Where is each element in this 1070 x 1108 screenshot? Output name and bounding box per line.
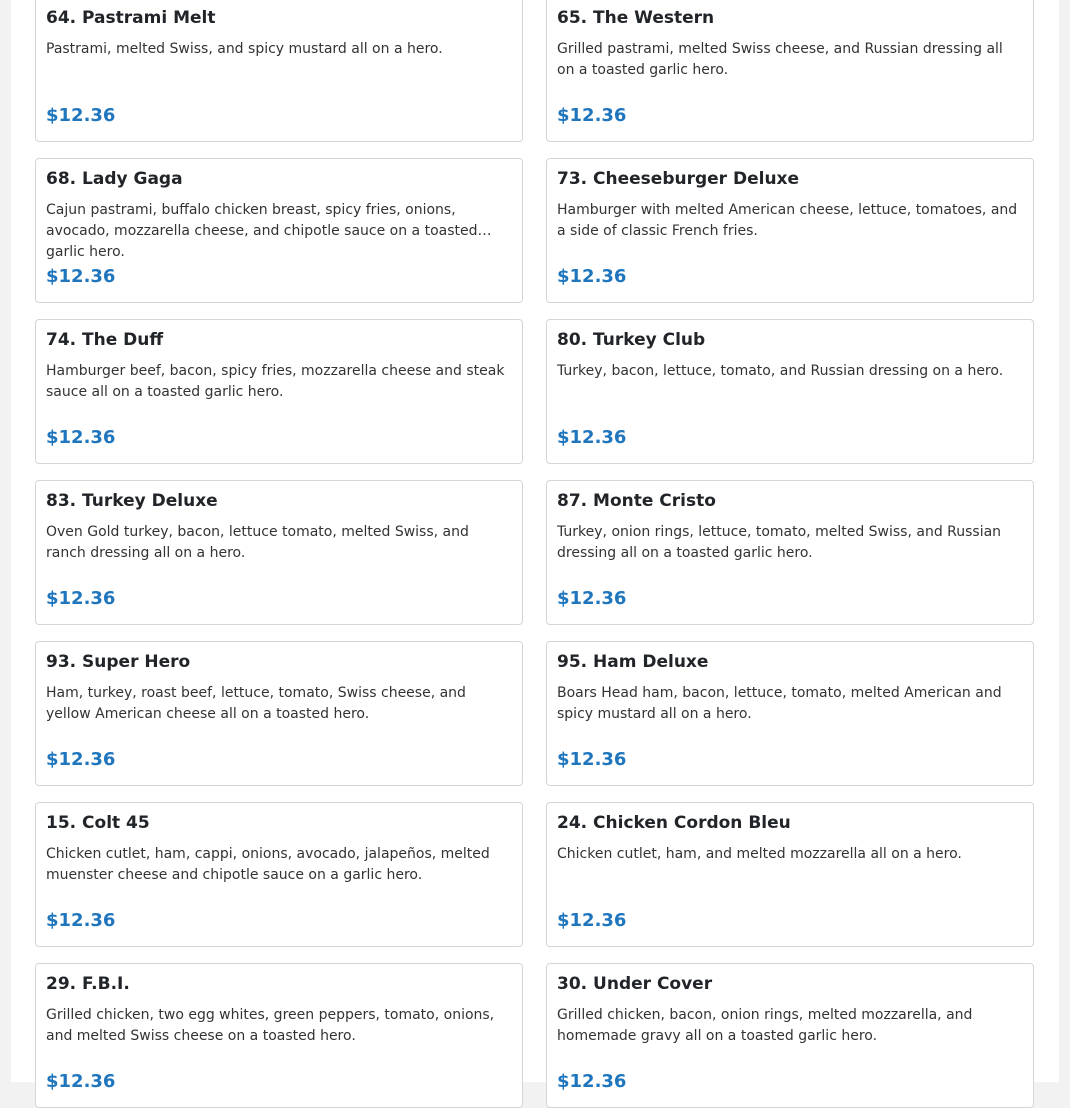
menu-item-card[interactable] xyxy=(35,963,523,1108)
menu-item-price: $12.36 xyxy=(46,105,116,126)
menu-item-card[interactable] xyxy=(35,480,523,625)
menu-item-title: 73. Cheeseburger Deluxe xyxy=(557,169,800,189)
menu-item-price: $12.36 xyxy=(557,1071,627,1092)
menu-item-card[interactable] xyxy=(546,0,1034,142)
menu-item-card[interactable] xyxy=(546,641,1034,786)
menu-item-card[interactable] xyxy=(546,158,1034,303)
menu-item-description: Hamburger beef, bacon, spicy fries, mozzarella cheese and steak sauce all on a toasted garlic hero. xyxy=(46,363,505,400)
menu-item-price: $12.36 xyxy=(557,910,627,931)
menu-item-title: 29. F.B.I. xyxy=(46,974,130,994)
menu-item-title: 74. The Duff xyxy=(46,330,164,350)
menu-item-description: Chicken cutlet, ham, and melted mozzarella all on a hero. xyxy=(557,846,962,862)
menu-item-card[interactable] xyxy=(546,319,1034,464)
menu-item-description: Turkey, onion rings, lettuce, tomato, melted Swiss, and Russian dressing all on a toasted garlic hero. xyxy=(557,524,1002,561)
menu-item-title: 30. Under Cover xyxy=(557,974,713,994)
menu-item-price: $12.36 xyxy=(46,427,116,448)
menu-page xyxy=(11,0,1059,1092)
menu-item-description: Hamburger with melted American cheese, lettuce, tomatoes, and a side of classic French fries. xyxy=(557,202,1018,239)
menu-item-description: Ham, turkey, roast beef, lettuce, tomato, Swiss cheese, and yellow American cheese all on a toasted hero. xyxy=(46,685,466,722)
menu-item-title: 93. Super Hero xyxy=(46,652,191,672)
menu-item-description: Oven Gold turkey, bacon, lettuce tomato, melted Swiss, and ranch dressing all on a hero. xyxy=(46,524,469,561)
menu-item-card[interactable] xyxy=(546,963,1034,1108)
menu-item-title: 80. Turkey Club xyxy=(557,330,706,350)
menu-item-title: 68. Lady Gaga xyxy=(46,169,183,189)
menu-item-price: $12.36 xyxy=(46,588,116,609)
menu-item-card[interactable] xyxy=(546,802,1034,947)
menu-item-price: $12.36 xyxy=(557,749,627,770)
menu-item-description: Cajun pastrami, buffalo chicken breast, spicy fries, onions, avocado, mozzarella cheese, and chipotle sauce on a toasted garlic hero. xyxy=(46,202,478,260)
menu-item-title: 15. Colt 45 xyxy=(46,813,150,833)
menu-item-description: Chicken cutlet, ham, cappi, onions, avocado, jalapeños, melted muenster cheese and chipotle sauce on a garlic hero. xyxy=(46,846,490,883)
menu-item-description: Pastrami, melted Swiss, and spicy mustard all on a hero. xyxy=(46,41,443,57)
menu-item-title: 87. Monte Cristo xyxy=(557,491,716,511)
menu-item-card[interactable] xyxy=(35,158,523,303)
menu-item-description: Boars Head ham, bacon, lettuce, tomato, melted American and spicy mustard all on a hero. xyxy=(557,685,1002,722)
menu-item-price: $12.36 xyxy=(46,749,116,770)
menu-item-title: 64. Pastrami Melt xyxy=(46,8,216,28)
menu-item-title: 83. Turkey Deluxe xyxy=(46,491,218,511)
menu-item-price: $12.36 xyxy=(557,266,627,287)
menu-item-price: $12.36 xyxy=(557,588,627,609)
menu-item-card[interactable] xyxy=(35,319,523,464)
menu-item-description: Grilled pastrami, melted Swiss cheese, and Russian dressing all on a toasted garlic hero. xyxy=(557,41,1003,78)
menu-item-card[interactable] xyxy=(546,480,1034,625)
menu-item-title: 95. Ham Deluxe xyxy=(557,652,709,672)
menu-item-price: $12.36 xyxy=(557,105,627,126)
menu-item-description: Grilled chicken, two egg whites, green peppers, tomato, onions, and melted Swiss cheese on a toasted hero. xyxy=(46,1007,495,1044)
menu-item-card[interactable] xyxy=(35,0,523,142)
menu-item-description: Turkey, bacon, lettuce, tomato, and Russian dressing on a hero. xyxy=(557,363,1004,379)
menu-item-title: 24. Chicken Cordon Bleu xyxy=(557,813,791,833)
menu-item-price: $12.36 xyxy=(557,427,627,448)
menu-item-price: $12.36 xyxy=(46,910,116,931)
menu-item-description: Grilled chicken, bacon, onion rings, melted mozzarella, and homemade gravy all on a toasted garlic hero. xyxy=(557,1007,973,1044)
menu-item-title: 65. The Western xyxy=(557,8,715,28)
menu-grid xyxy=(35,0,1034,1108)
menu-item-card[interactable] xyxy=(35,802,523,947)
menu-item-price: $12.36 xyxy=(46,1071,116,1092)
menu-item-card[interactable] xyxy=(35,641,523,786)
menu-item-price: $12.36 xyxy=(46,266,116,287)
